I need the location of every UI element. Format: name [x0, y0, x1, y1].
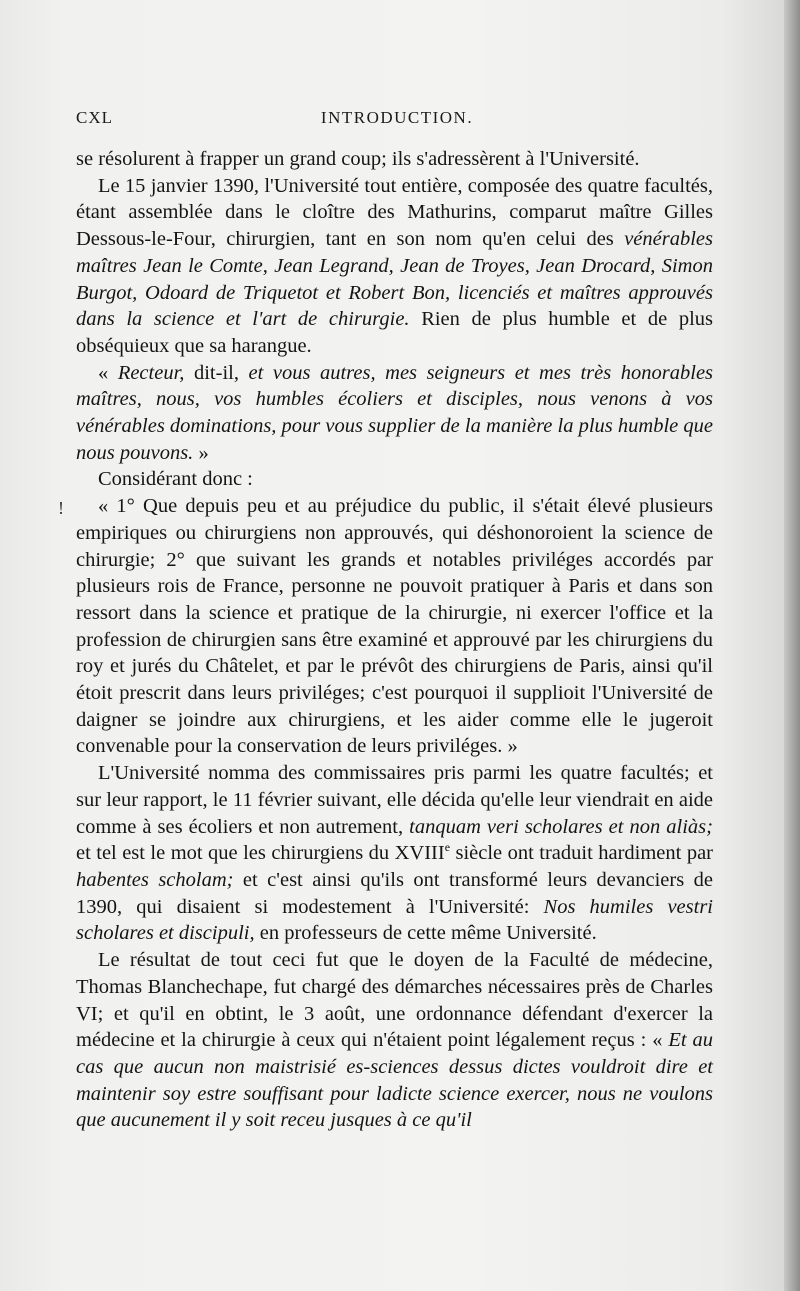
paragraph-assembly	[76, 173, 713, 360]
text-run: «	[98, 361, 118, 384]
text-run: Le 15 janvier 1390, l'Université tout entière, composée des quatre facultés, étant assemblée dans le cloître des Mathurins, comparut maître Gilles Dessous-le-Four, chirurgien, tant en son nom qu'en celui des	[76, 174, 713, 251]
running-header	[76, 108, 718, 130]
text-run: »	[193, 441, 209, 464]
superscript-run: e	[444, 840, 451, 855]
paragraph-continuation	[76, 146, 713, 173]
text-run: et tel est le mot que les chirurgiens du XVIII	[76, 842, 445, 865]
paragraph-resultat	[76, 947, 713, 1134]
text-run: Rien de plus humble et de plus obséquieux que sa harangue.	[76, 308, 713, 357]
paragraph-considerant	[76, 466, 713, 493]
page-folio: CXL	[76, 108, 113, 127]
text-run: se résolurent à frapper un grand coup; ils s'adressèrent à l'Université.	[76, 148, 640, 170]
italic-run: habentes scholam;	[76, 868, 234, 891]
italic-run: et vous autres, mes seigneurs et mes très honorables maîtres, nous, vos humbles écoliers et disciples, nous venons à vos vénérables dominations, pour vous supplier de la manière la plus humble que nous pouvons.	[76, 361, 714, 464]
margin-mark: !	[58, 498, 64, 518]
text-run: dit-il,	[184, 361, 249, 384]
italic-run: tanquam veri scholares et non aliàs;	[409, 815, 713, 838]
text-run: en professeurs de cette même Université.	[254, 922, 597, 945]
italic-run: Nos humiles vestri scholares et discipuli,	[76, 895, 714, 945]
text-run: et c'est ainsi qu'ils ont transformé leurs devanciers de 1390, qui disaient si modestement à l'Université:	[76, 868, 713, 918]
page-edge-shadow	[784, 0, 800, 1291]
text-run: L'Université nomma des commissaires pris parmi les quatre facultés; et sur leur rapport, le 11 février suivant, elle décida qu'elle leur viendrait en aide comme à ses écoliers et non autrement,	[76, 762, 713, 838]
italic-run: vénérables maîtres Jean le Comte, Jean Legrand, Jean de Troyes, Jean Drocard, Simon Burgot, Odoard de Triquetot et Robert Bon, licenciés et maîtres approuvés dans la science et l'art de chirurgie.	[76, 228, 713, 331]
paragraph-commissaires	[76, 760, 713, 947]
text-run: siècle ont traduit hardiment par	[450, 842, 713, 865]
italic-run: Recteur,	[117, 361, 185, 384]
italic-run: Et au cas que aucun non maistrisié es-sciences dessus dictes vouldroit dire et maintenir soy estre souffisant pour ladicte science exercer, nous ne voulons que aucunement il y soit receu jusques à ce qu'il	[76, 1029, 713, 1132]
paragraph-petition	[76, 493, 713, 760]
text-run: Considérant donc :	[98, 468, 253, 491]
text-run: Le résultat de tout ceci fut que le doyen de la Faculté de médecine, Thomas Blanchechape, fut chargé des démarches nécessaires près de Charles VI; et qu'il en obtint, le 3 août, une ordonnance défendant d'exercer la médecine et la chirurgie à ceux qui n'étaient point légalement reçus : «	[76, 949, 713, 1052]
text-run: « 1° Que depuis peu et au préjudice du public, il s'était élevé plusieurs empiriques ou chirurgiens non approuvés, qui déshonoroient la science de chirurgie; 2° que suivant les grands et notables priviléges accordés par plusieurs rois de France, personne ne pouvoit pratiquer à Paris et dans son ressort dans la science et pratique de la chirurgie, ni exercer l'office et la profession de chirurgien sans être examiné et approuvé par les chirurgiens du roy et jurés du Châtelet, et par le prévôt des chirurgiens de Paris, ainsi qu'il étoit prescrit dans leurs priviléges; c'est pourquoi il supplioit l'Université de daigner se joindre aux chirurgiens, et les aider comme elle le jugeroit convenable pour la conservation de leurs priviléges. »	[76, 495, 713, 758]
body-text	[76, 146, 713, 1134]
paragraph-harangue	[76, 360, 713, 467]
running-title: INTRODUCTION.	[320, 108, 474, 127]
